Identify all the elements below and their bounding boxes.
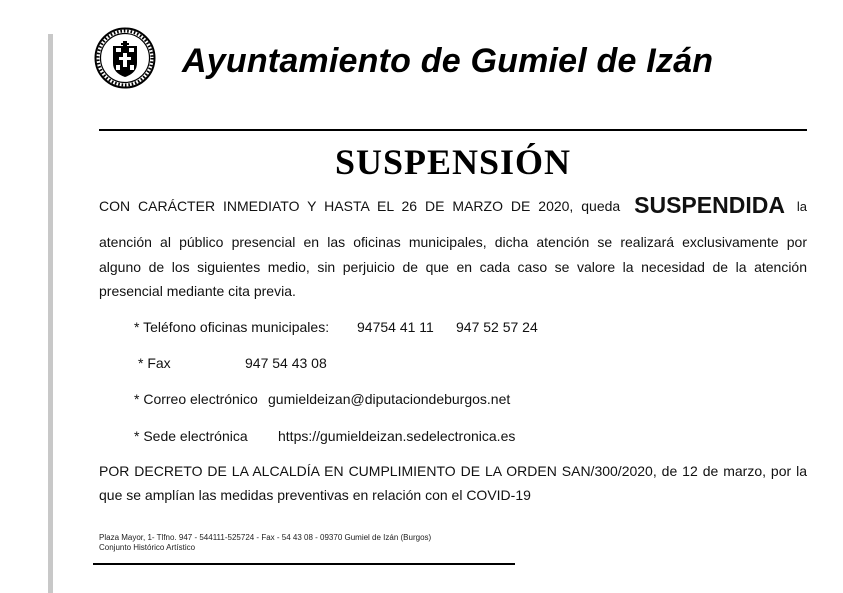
decree-line: POR DECRETO DE LA ALCALDÍA EN CUMPLIMIENTO DE LA ORDEN SAN/300/2020, de 12 de marzo, por la [99, 463, 807, 479]
email-address: gumieldeizan@diputaciondeburgos.net [268, 391, 511, 407]
municipality-title: Ayuntamiento de Gumiel de Izán [182, 42, 714, 80]
page-margin-bar [48, 34, 53, 593]
phone-label: * Teléfono oficinas municipales: [134, 319, 330, 335]
footer-divider [93, 563, 515, 565]
electronic-office-label: * Sede electrónica [134, 428, 248, 444]
phone-number-2: 947 52 57 24 [456, 319, 538, 335]
paragraph-line: atención al público presencial en las oficinas municipales, dicha atención se realizará exclusivamente por [99, 234, 807, 250]
decree-line: que se amplían las medidas preventivas en relación con el COVID-19 [99, 487, 531, 503]
fax-label: * Fax [138, 355, 171, 371]
footer-subtitle: Conjunto Histórico Artístico [99, 543, 196, 552]
paragraph-line: presencial mediante cita previa. [99, 283, 296, 299]
suspended-highlight: SUSPENDIDA [634, 192, 785, 218]
intro-text-end: la [796, 199, 807, 214]
title-divider [99, 129, 807, 131]
paragraph-line: alguno de los siguientes medio, sin perjuicio de que en cada caso se valore la necesidad de la atención [99, 259, 807, 275]
electronic-office-url: https://gumieldeizan.sedelectronica.es [278, 428, 516, 444]
fax-number: 947 54 43 08 [245, 355, 327, 371]
notice-title: SUSPENSIÓN [334, 142, 572, 182]
footer-address: Plaza Mayor, 1- Tlfno. 947 - 544111-525724 - Fax - 54 43 08 - 09370 Gumiel de Izán (Burgos) [99, 533, 432, 542]
phone-number-1: 94754 41 11 [357, 319, 434, 335]
municipal-seal-logo [94, 27, 156, 89]
intro-text: CON CARÁCTER INMEDIATO Y HASTA EL 26 DE MARZO DE 2020, queda [99, 198, 621, 214]
intro-line [99, 192, 807, 218]
email-label: * Correo electrónico [134, 391, 258, 407]
